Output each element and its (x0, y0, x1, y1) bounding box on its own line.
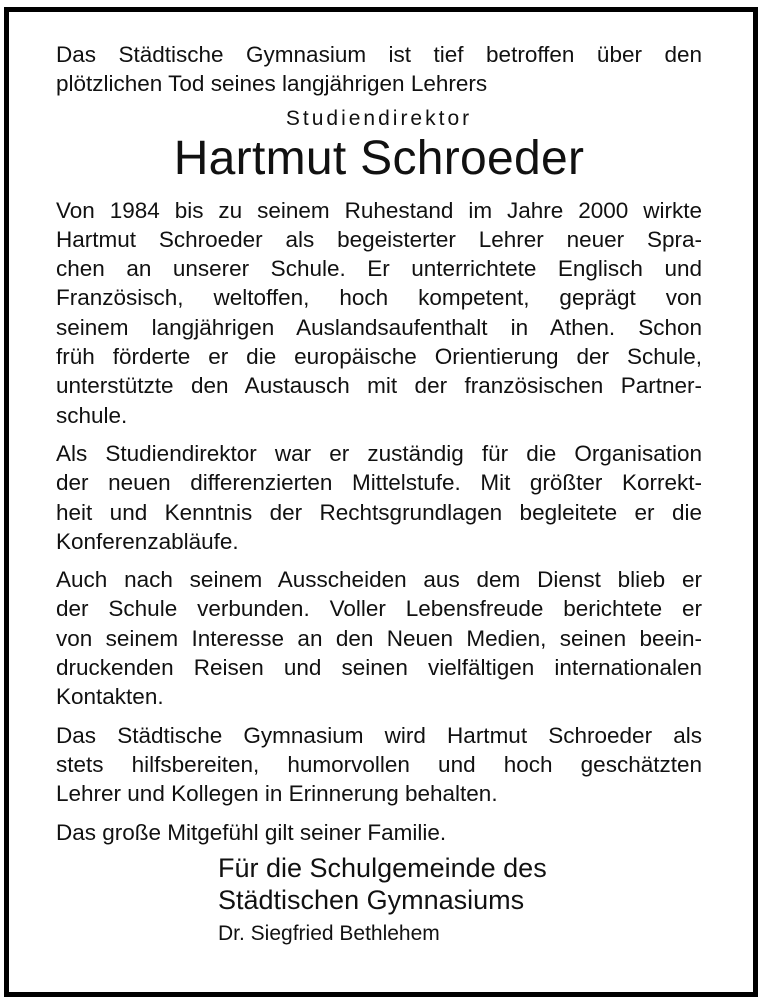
signature-line: Städtischen Gymnasiums (218, 885, 525, 915)
text-line: schule. (56, 402, 128, 428)
text-line: seinem langjährigen Auslandsaufenthalt in Athen. Schon (56, 314, 702, 340)
text-line: Konferenzabläufe. (56, 528, 239, 554)
text-line: Lehrer und Kollegen in Erinnerung behalten. (56, 781, 498, 807)
text-line: Hartmut Schroeder als begeisterter Lehrer neuer Spra- (56, 226, 702, 252)
text-line: der neuen differenzierten Mittelstufe. Mit größter Korrekt- (56, 470, 702, 496)
text-line: von seinem Interesse an den Neuen Medien, seinen beein- (56, 625, 702, 651)
text-line: Das große Mitgefühl gilt seiner Familie. (56, 819, 447, 845)
intro-line: Das Städtische Gymnasium ist tief betroffen über den (56, 42, 702, 67)
text-line: der Schule verbunden. Voller Lebensfreude berichtete er (56, 596, 702, 622)
text-line: stets hilfsbereiten, humorvollen und hoch geschätzten (56, 751, 702, 777)
intro-line: plötzlichen Tod seines langjährigen Lehrers (56, 71, 488, 97)
paragraph-career (56, 196, 702, 430)
text-line: Auch nach seinem Ausscheiden aus dem Dienst blieb er (56, 567, 702, 593)
paragraph-remembrance (56, 721, 702, 809)
signer-name: Dr. Siegfried Bethlehem (218, 922, 440, 945)
text-line: unterstützte den Austausch mit der französischen Partner- (56, 373, 702, 399)
text-line: druckenden Reisen und seinen vielfältigen internationalen (56, 655, 702, 681)
paragraph-organisation (56, 439, 702, 556)
text-line: Französisch, weltoffen, hoch kompetent, geprägt von (56, 285, 702, 311)
text-line: früh förderte er die europäische Orientierung der Schule, (56, 344, 702, 370)
paragraph-retirement (56, 565, 702, 711)
text-line: Das Städtische Gymnasium wird Hartmut Schroeder als (56, 722, 702, 748)
text-line: chen an unserer Schule. Er unterrichtete Englisch und (56, 256, 702, 282)
obituary-content (56, 40, 702, 847)
signature-line: Für die Schulgemeinde des (218, 853, 547, 883)
paragraph-condolence (56, 818, 702, 847)
deceased-name: Hartmut Schroeder (173, 131, 585, 185)
text-line: Von 1984 bis zu seinem Ruhestand im Jahre 2000 wirkte (56, 197, 702, 223)
text-line: Kontakten. (56, 684, 164, 710)
text-line: heit und Kenntnis der Rechtsgrundlagen begleitete er die (56, 499, 702, 525)
text-line: Als Studiendirektor war er zuständig für die Organisation (56, 440, 702, 466)
signature-block (218, 852, 547, 947)
intro-text (56, 40, 702, 99)
deceased-title: Studiendirektor (285, 106, 473, 130)
